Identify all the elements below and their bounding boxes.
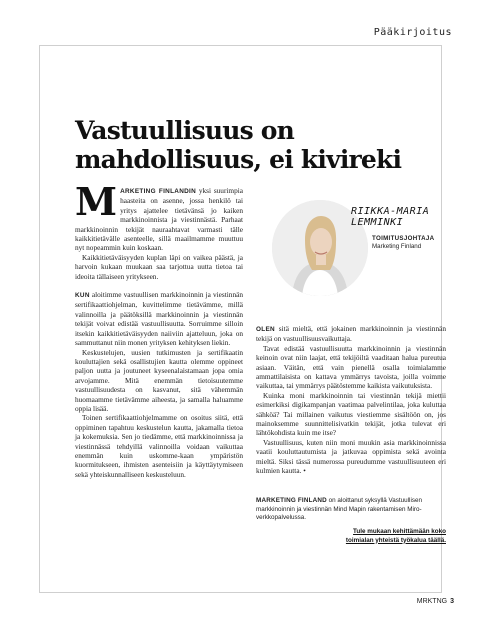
- paragraph-2: Kaikkitietäväisyyden kuplan läpi on vaikea päästä, ja harvoin kukaan muukaan saa tarjottua uutta tietoa tai ideoita tällaiseen yritykseen.: [75, 252, 243, 281]
- right-column: [256, 324, 446, 476]
- page-number: 3: [450, 598, 454, 605]
- right-paragraph-1-lead: OLEN: [256, 326, 275, 333]
- headline: Vastuullisuus on mahdollisuus, ei kivireki: [75, 116, 402, 174]
- intro-lead-text: ARKETING FINLANDIN: [120, 188, 197, 195]
- paragraph-4: Keskustelujen, uusien tutkimusten ja sertifikaatin kouluttajien sekä osallistujien kautta olemme oppineet paljon uutta ja joutuneet kyseenalaistamaan jopa omia arvojamme. Mitä enemmän tietoisuutemme vastuullisuudesta on kasvanut, sitä vähemmän huomaamme tietävämme aiheesta, ja samalla haluamme oppia lisää.: [75, 347, 243, 413]
- paragraph-3: [75, 290, 243, 347]
- intro-block: [75, 179, 244, 253]
- author-organization: Marketing Finland: [372, 243, 422, 250]
- signature-line-1: RIIKKA-MARIA: [351, 206, 430, 217]
- paragraph-5: Toinen sertifikaattiohjelmamme on osoitus siitä, että oppiminen tapahtuu keskustelun kautta, jakamalla tietoa ja kokemuksia. Sen jo tiedämme, että markkinoinnissa ja viestinnässä tehdyillä valinnoilla voidaan vaikuttaa enemmän kuin uskomme-kaan ympäristön kuormitukseen, ihmisten asenteisiin ja käyttäytymiseen sekä yhteiskunnalliseen keskusteluun.: [75, 413, 243, 479]
- side-note: [256, 497, 446, 523]
- right-paragraph-4-body: Vastuullisuus, kuten niin moni muukin asia markkinoinnissa vaatii kouluttautumista ja jatkuvaa oppimista sekä avointa mieltä. Siksi tässä numerossa pureudumme vastuullisuuteen eri kulmien kautta.: [256, 437, 446, 476]
- author-caption: [372, 235, 434, 251]
- right-paragraph-2: Tavat edistää vastuullisuutta markkinoinnin ja viestinnän keinoin ovat niin laajat, että tekijöiltä vaaditaan halua pureutua asiaan. Väitän, että vain pienellä osalla toimialamme ammattilaisista on kattava ymmärrys tavoista, joilla voimme vaikuttaa, tai ymmärrys päätöstemme kaikista vaikutuksista.: [256, 343, 446, 391]
- page-footer: [417, 598, 454, 605]
- right-paragraph-4: [256, 438, 446, 476]
- magazine-name: MRKTNG: [416, 598, 448, 605]
- end-mark: •: [303, 466, 306, 476]
- right-paragraph-1: [256, 324, 446, 344]
- side-note-lead: MARKETING FINLAND: [256, 497, 327, 504]
- author-signature: [351, 206, 429, 228]
- cta-link[interactable]: Tule mukaan kehittämään koko toimialan yhteistä työkalua täällä.: [345, 528, 446, 544]
- author-role: TOIMITUSJOHTAJA: [372, 235, 435, 242]
- left-column: [75, 179, 244, 479]
- intro-body-text: yksi suurimpia haasteita on asenne, jossa henkilö tai yritys ajattelee tietävänsä jo kaiken markkinoinnista ja viestinnästä. Parhaat markkinoinnin tekijät nauraahtavat varmasti tälle kaikkitietävälle asenteelle, sillä maailmamme muuttuu nyt nopeammin kuin koskaan.: [75, 186, 244, 253]
- section-label: Pääkirjoitus: [373, 27, 452, 38]
- paragraph-3-body: aloitimme vastuullisen markkinoinnin ja viestinnän sertifikaattiohjelman, kuvittelimme tietävämme, millä valinnoilla ja päätöksillä markkinoinnin ja viestinnän tekijät voivat edistää vastuullisuutta. Sorruimme silloin itsekin kaikkitietäväisyyden naiiviin ajatteluun, joka on sammuttanut niin monen yrityksen kehityksen liekin.: [75, 290, 243, 348]
- right-paragraph-3: Kuinka moni markkinoinnin tai viestinnän tekijä miettii esimerkiksi digikampanjan vaatimaa palvelintilaa, joka kuluttaa sähköä? Tai millainen vaikutus viestiemme sisältöön on, jos mainoksemme suunnittelisivatkin tekijät, jotka tulevat eri lähtökohdista kuin me itse?: [256, 390, 446, 438]
- signature-line-2: LEMMINKI: [351, 217, 404, 228]
- dropcap-letter: M: [75, 179, 118, 224]
- paragraph-3-lead: KUN: [75, 292, 90, 300]
- right-paragraph-1-body: sitä mieltä, että jokainen markkinoinnin ja viestinnän tekijä on vastuullisuusvaikuttaja.: [256, 324, 446, 344]
- side-note-text: on aloittanut syksyllä Vastuullisen markkinoinnin ja viestinnän Mind Mapin rakentamisen Miro-verkkopalvelussa.: [256, 497, 423, 522]
